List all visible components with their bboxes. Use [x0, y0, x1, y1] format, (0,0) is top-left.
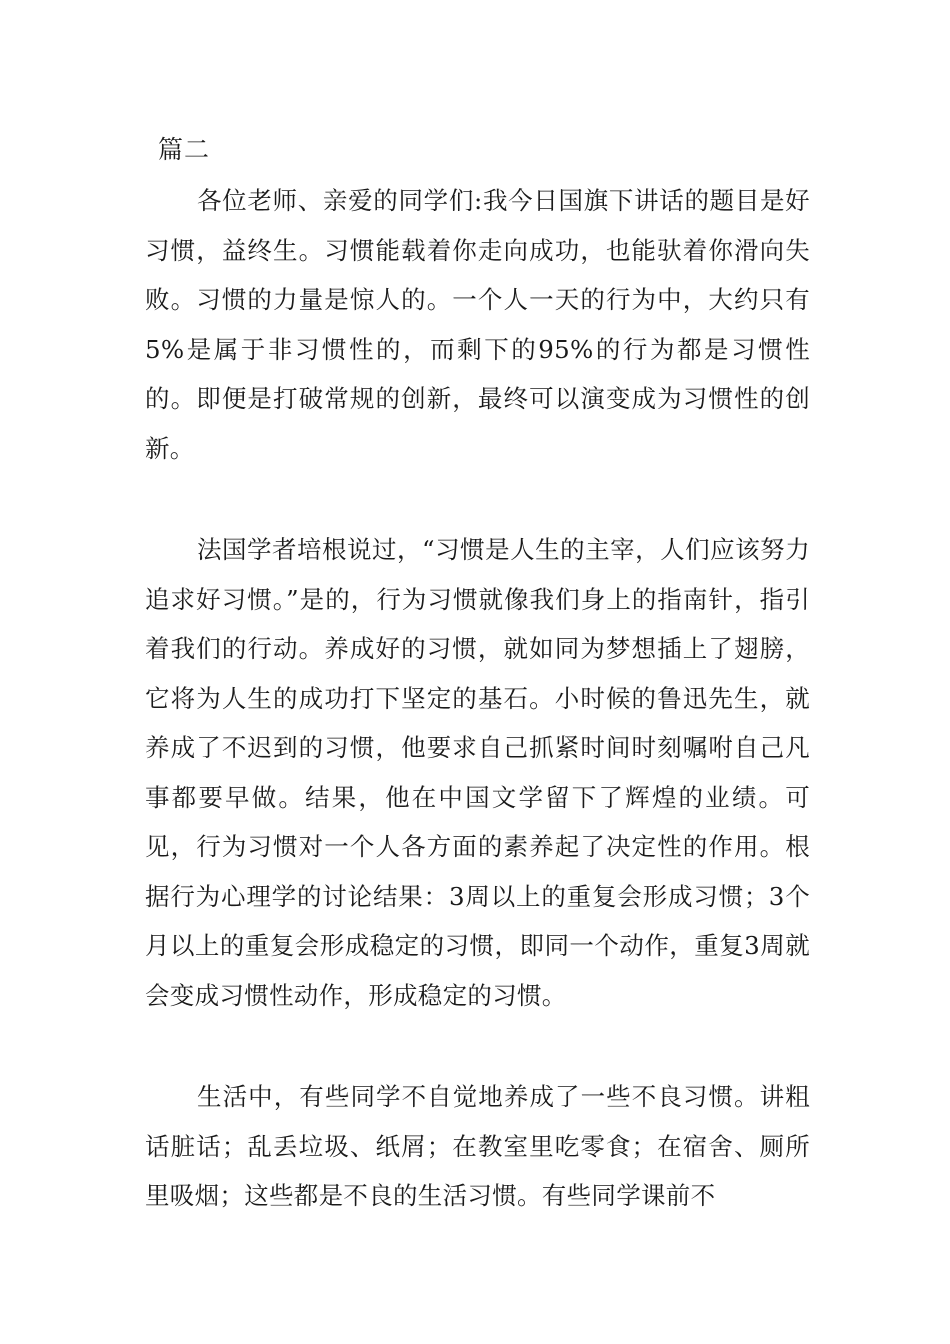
- paragraph-1: 各位老师、亲爱的同学们:我今日国旗下讲话的题目是好习惯，益终生。习惯能载着你走向成功，也能驮着你滑向失败。习惯的力量是惊人的。一个人一天的行为中，大约只有5%是属于非习惯性的，而剩下的95%的行为都是习惯性的。即便是打破常规的创新，最终可以演变成为习惯性的创新。: [145, 186, 810, 463]
- section-heading: 篇二: [158, 135, 211, 164]
- paragraph-2: 法国学者培根说过，“习惯是人生的主宰，人们应该努力追求好习惯。”是的，行为习惯就像我们身上的指南针，指引着我们的行动。养成好的习惯，就如同为梦想插上了翅膀，它将为人生的成功打下坚定的基石。小时候的鲁迅先生，就养成了不迟到的习惯，他要求自己抓紧时间时刻嘱咐自己凡事都要早做。结果，他在中国文学留下了辉煌的业绩。可见，行为习惯对一个人各方面的素养起了决定性的作用。根据行为心理学的讨论结果：3周以上的重复会形成习惯；3个月以上的重复会形成稳定的习惯，即同一个动作，重复3周就会变成习惯性动作，形成稳定的习惯。: [145, 535, 810, 1010]
- paragraph-3: 生活中，有些同学不自觉地养成了一些不良习惯。讲粗话脏话；乱丢垃圾、纸屑；在教室里吃零食；在宿舍、厕所里吸烟；这些都是不良的生活习惯。有些同学课前不: [145, 1082, 810, 1210]
